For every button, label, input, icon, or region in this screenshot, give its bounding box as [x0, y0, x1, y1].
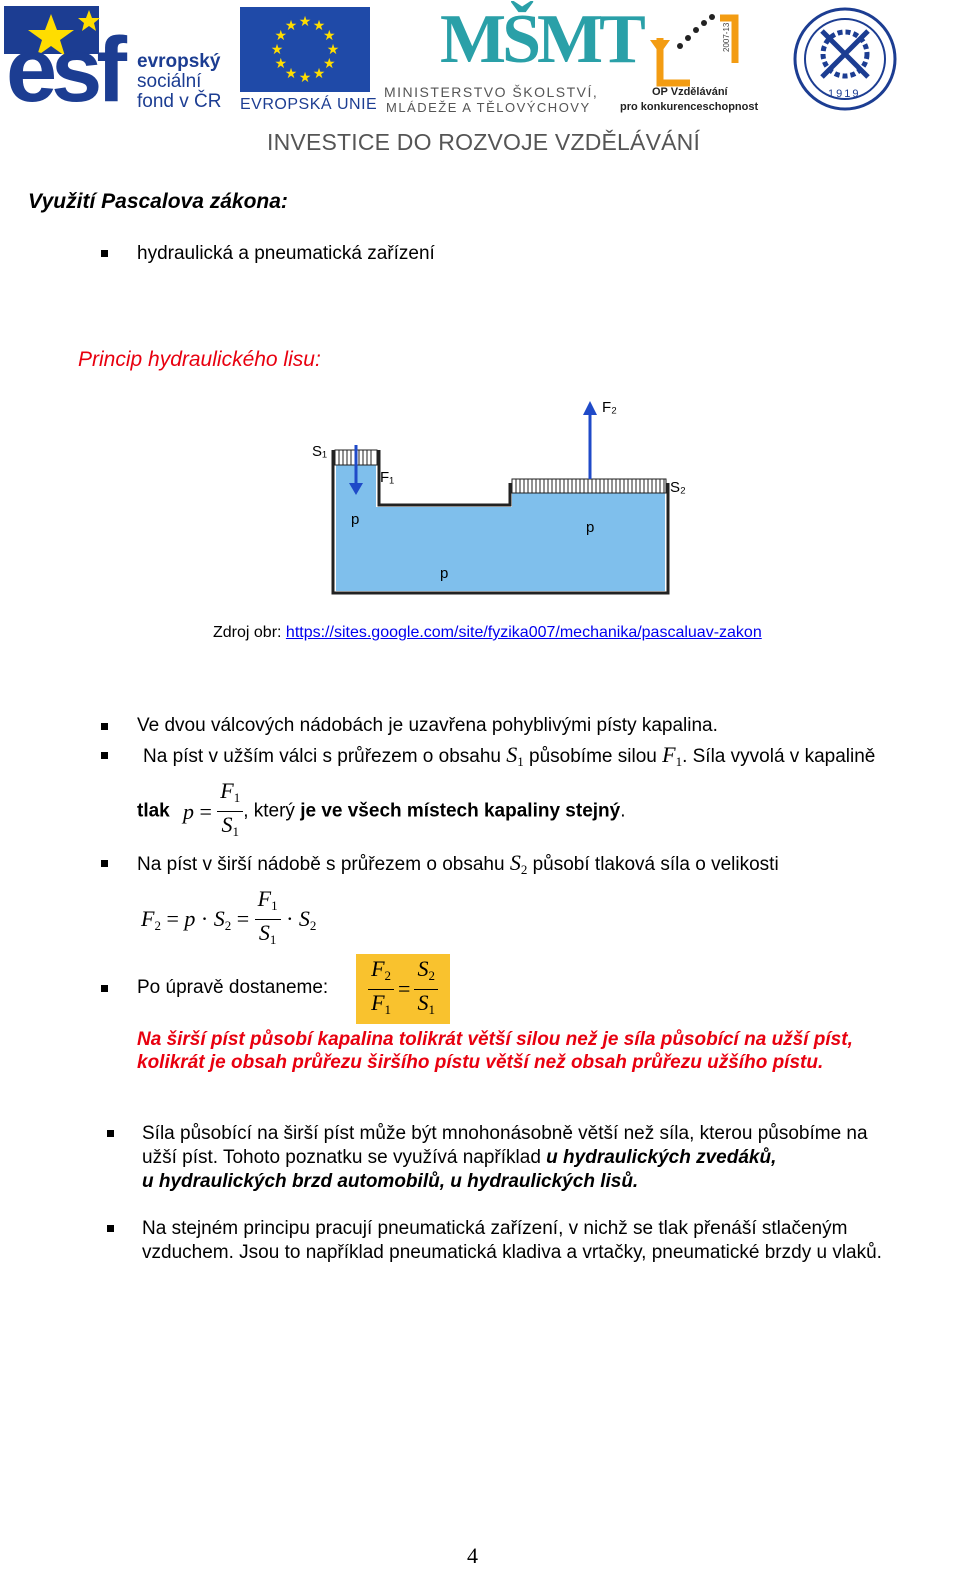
label-p-right: p [586, 519, 595, 536]
university-seal-icon [792, 6, 898, 112]
esf-line1: evropský [137, 51, 221, 72]
label-s2: S₂ [670, 479, 686, 496]
msmt-line2: MLÁDEŽE A TĚLOVÝCHOVY [386, 100, 591, 115]
label-s1: S₁ [312, 443, 328, 460]
page-number: 4 [467, 1543, 478, 1568]
bullet-marker [107, 1130, 114, 1137]
eu-star-icon: ★ [284, 16, 298, 33]
para6-line2: vzduchem. Jsou to například pneumatická kladiva a vrtačky, pneumatické brzdy u vlaků. [142, 1242, 882, 1263]
label-f1: F₁ [380, 469, 395, 486]
label-p-left: p [351, 511, 360, 528]
para3-text: Na píst v širší nádobě s průřezem o obsahu $S_2$ působí tlaková síla o velikosti [137, 850, 779, 877]
bullet-marker [107, 1225, 114, 1232]
source-link[interactable]: https://sites.google.com/site/fyzika007/mechanika/pascaluav-zakon [285, 624, 762, 641]
eu-star-icon: ★ [298, 69, 312, 85]
bullet-marker [101, 250, 108, 257]
bullet-marker [101, 860, 108, 867]
op-years: 2007-13 [722, 22, 731, 52]
math-f1: $F_1$ [662, 742, 683, 769]
source-label: Zdroj obr: [213, 624, 286, 641]
fraction-f1-s1-b: $\frac{F_1}{S_1}$ [255, 886, 281, 953]
esf-text [137, 52, 221, 112]
equation-f2: $F_2 = p \cdot S_2$ = $\frac{F_1}{S_1}$ · $S_2$ [141, 886, 316, 953]
bullet-marker [101, 985, 108, 992]
esf-letters: esf [6, 19, 121, 121]
para5-line2: užší píst. Tohoto poznatku se využívá například u hydraulických zvedáků, [142, 1147, 777, 1168]
eu-star-icon: ★ [312, 16, 326, 33]
eu-caption: EVROPSKÁ UNIE [240, 96, 378, 113]
math-s2: $S_2$ [509, 850, 528, 877]
esf-line2: sociální [137, 71, 202, 92]
para1-text: Ve dvou válcových nádobách je uzavřena pohyblivými písty kapalina. [137, 715, 718, 736]
eu-star-icon: ★ [284, 65, 298, 82]
op-line2: pro konkurenceschopnost [620, 101, 759, 113]
section-title: Využití Pascalova zákona: [28, 190, 288, 213]
hydraulic-press-figure [300, 395, 720, 605]
eu-star-icon: ★ [312, 65, 326, 82]
label-p-bottom: p [440, 565, 449, 582]
op-line1: OP Vzdělávání [652, 86, 728, 98]
bullet1-text: hydraulická a pneumatická zařízení [137, 243, 435, 264]
eu-star-icon: ★ [322, 27, 336, 43]
highlighted-ratio: $\frac{F_2}{F_1}$ = $\frac{S_2}{S_1}$ [356, 954, 450, 1024]
fraction-f1-s1: $\frac{F_1}{S_1}$ [217, 778, 243, 845]
para5-line1: Síla působící na širší píst může být mnohonásobně větší než síla, kterou působíme na [142, 1123, 868, 1144]
red-conclusion-2: kolikrát je obsah průřezu širšího pístu větší než obsah průřezu užšího pístu. [137, 1052, 824, 1073]
eu-star-icon: ★ [274, 55, 288, 71]
seal-year: 1919 [828, 88, 861, 100]
label-f2: F₂ [602, 399, 617, 416]
para2b-text: tlak p = $\frac{F_1}{S_1}$ , který je ve všech místech kapaliny stejný. [137, 778, 626, 845]
para4-text: Po úpravě dostaneme: [137, 977, 329, 998]
para2-text: Na píst v užším válci s průřezem o obsahu $S_1$ působíme silou $F_1$. Síla vyvolá v kapalině [143, 742, 876, 769]
para5-line3: u hydraulických brzd automobilů, u hydraulických lisů. [142, 1171, 639, 1192]
esf-logo [4, 6, 234, 121]
bullet-marker [101, 723, 108, 730]
subtitle: Princip hydraulického lisu: [78, 348, 321, 371]
eu-star-icon: ★ [298, 13, 312, 29]
para6-line1: Na stejném principu pracují pneumatická zařízení, v nichž se tlak přenáší stlačeným [142, 1218, 848, 1239]
eu-star-icon: ★ [270, 41, 284, 57]
source-line [213, 624, 762, 642]
math-p-equals: p = [183, 798, 212, 824]
msmt-line1: MINISTERSTVO ŠKOLSTVÍ, [384, 84, 599, 100]
msmt-letters: MŠMT [440, 1, 642, 78]
math-s1: $S_1$ [506, 742, 524, 769]
eu-star-icon: ★ [322, 55, 336, 71]
bullet-marker [101, 752, 108, 759]
red-conclusion-1: Na širší píst působí kapalina tolikrát větší silou než je síla působící na užší píst, [137, 1029, 853, 1050]
header-logos [0, 0, 960, 160]
esf-line3: fond v ČR [137, 91, 222, 112]
eu-flag-icon [240, 7, 370, 92]
eu-star-icon: ★ [274, 27, 288, 43]
eu-star-icon: ★ [326, 41, 340, 57]
slogan: INVESTICE DO ROZVOJE VZDĚLÁVÁNÍ [267, 129, 701, 155]
